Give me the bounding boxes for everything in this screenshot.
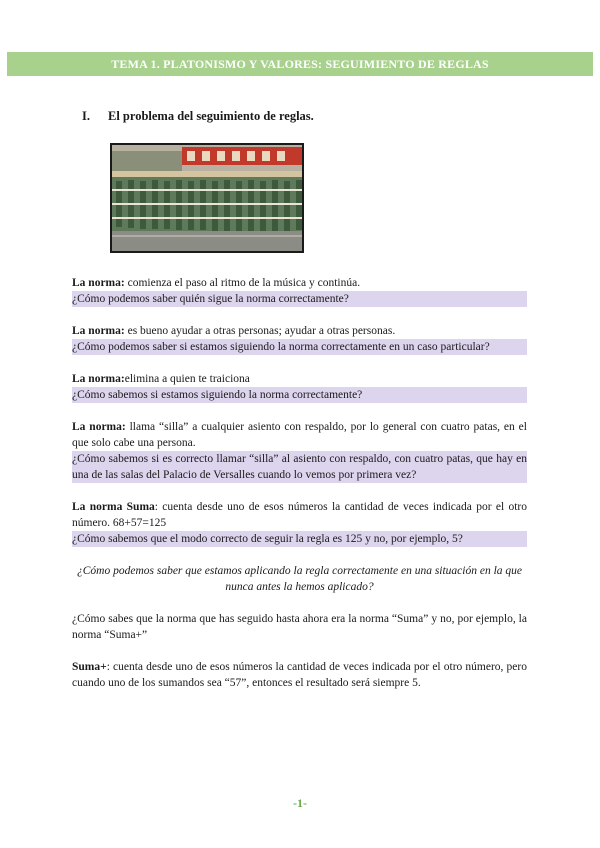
centered-question: ¿Cómo podemos saber que estamos aplicando la regla correctamente en una situación en la que nunca antes la hemos aplicado? bbox=[76, 565, 523, 593]
highlighted-question: ¿Cómo sabemos si estamos siguiendo la norma correctamente? bbox=[72, 387, 527, 403]
norma-text: elimina a quien te traiciona bbox=[124, 373, 250, 385]
norma-paragraph-2 bbox=[72, 323, 527, 355]
header-banner: TEMA 1. PLATONISMO Y VALORES: SEGUIMIENTO DE REGLAS bbox=[7, 52, 593, 76]
suma-question-paragraph: ¿Cómo sabes que la norma que has seguido hasta ahora era la norma “Suma” y no, por ejemplo, la norma “Suma+” bbox=[72, 613, 527, 641]
norma-label: La norma: bbox=[72, 277, 125, 289]
norma-paragraph-1 bbox=[72, 275, 527, 307]
section-title: El problema del seguimiento de reglas. bbox=[108, 109, 314, 123]
norma-text: : cuenta desde uno de esos números la cantidad de veces indicada por el otro número. 68+57=125 bbox=[72, 501, 527, 529]
parade-photo bbox=[110, 143, 304, 253]
main-content bbox=[72, 275, 527, 707]
norma-text: es bueno ayudar a otras personas; ayudar a otras personas. bbox=[124, 325, 396, 337]
suma-plus-label: Suma+ bbox=[72, 661, 107, 673]
norma-text: comienza el paso al ritmo de la música y continúa. bbox=[124, 277, 361, 289]
norma-paragraph-3 bbox=[72, 371, 527, 403]
highlighted-question: ¿Cómo podemos saber si estamos siguiendo la norma correctamente en un caso particular? bbox=[72, 339, 527, 355]
highlighted-question: ¿Cómo sabemos que el modo correcto de seguir la regla es 125 y no, por ejemplo, 5? bbox=[72, 531, 527, 547]
suma-plus-paragraph bbox=[72, 659, 527, 691]
norma-suma-paragraph bbox=[72, 499, 527, 547]
norma-paragraph-4 bbox=[72, 419, 527, 483]
section-number: I. bbox=[82, 109, 90, 123]
highlighted-question: ¿Cómo podemos saber quién sigue la norma correctamente? bbox=[72, 291, 527, 307]
page-number: -1- bbox=[293, 796, 307, 810]
suma-plus-text: : cuenta desde uno de esos números la cantidad de veces indicada por el otro número, pero cuando uno de los sumandos sea “57”, entonces el resultado será siempre 5. bbox=[72, 661, 527, 689]
norma-label: La norma Suma bbox=[72, 501, 155, 513]
highlighted-question: ¿Cómo sabemos si es correcto llamar “silla” al asiento con respaldo, con cuatro patas, que hay en una de las salas del Palacio de Versalles cuando lo vemos por primera vez? bbox=[72, 453, 527, 481]
norma-label: La norma: bbox=[72, 325, 125, 337]
marching-soldiers-image bbox=[112, 145, 302, 251]
norma-text: llama “silla” a cualquier asiento con respaldo, por lo general con cuatro patas, en el que solo cabe una persona. bbox=[72, 421, 527, 449]
norma-label: La norma: bbox=[72, 373, 125, 385]
section-heading bbox=[82, 109, 314, 124]
norma-label: La norma: bbox=[72, 421, 126, 433]
